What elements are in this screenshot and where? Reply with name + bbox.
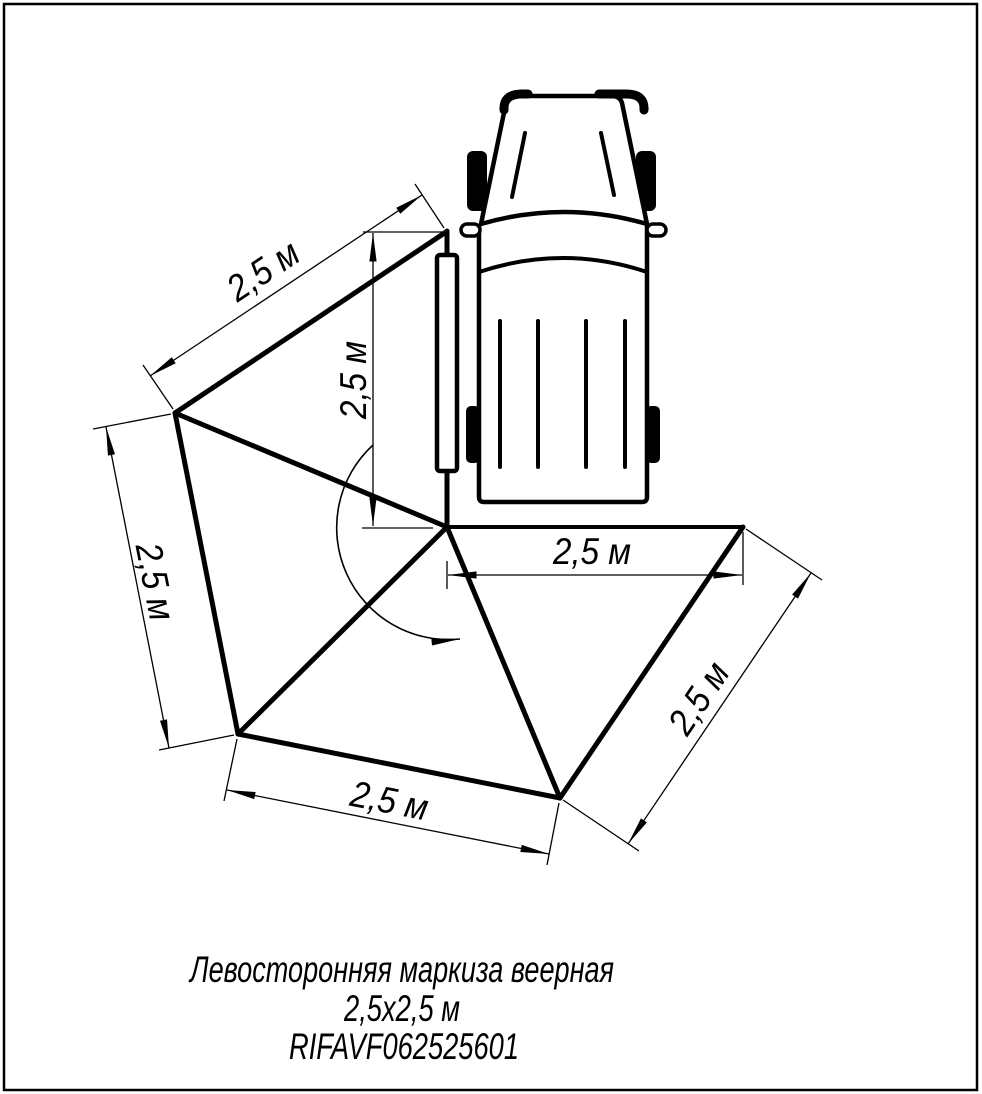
extension-line: [143, 365, 173, 409]
dimension-bottom-edge: [224, 739, 559, 865]
dimension-line: [150, 195, 422, 376]
fan-rib-lower-left: [238, 527, 447, 734]
dimension-label-housing-length: 2,5 м: [333, 331, 374, 419]
housing-case: [437, 255, 457, 471]
caption-size: 2,5х2,5 м: [343, 988, 460, 1029]
caption-block: [189, 949, 615, 1067]
fan-rib-upper-left: [175, 413, 447, 527]
dimension-label-bottom-edge: 2,5 м: [347, 773, 441, 831]
cabin-outline: [481, 96, 647, 224]
rotation-direction-arrow: [337, 445, 460, 640]
fan-edge-left: [175, 413, 238, 734]
dimension-line: [628, 573, 811, 844]
dimension-left-edge: [93, 414, 234, 750]
extension-line: [563, 800, 639, 851]
dimension-label-right-edge: 2,5 м: [659, 646, 743, 742]
vehicle-top-view: [461, 94, 666, 502]
extension-line: [93, 414, 171, 429]
awning-housing: [437, 231, 457, 528]
dimension-label-top-edge: 2,5 м: [219, 226, 315, 310]
dimension-label-left-edge: 2,5 м: [127, 539, 185, 633]
dimension-right-span: [447, 531, 743, 589]
caption-title: Левосторонняя маркиза веерная: [188, 949, 615, 990]
side-hook-left: [461, 224, 480, 236]
dimension-right-edge: [563, 529, 822, 851]
extension-line: [746, 529, 822, 580]
extension-line: [159, 735, 234, 750]
side-hook-right: [647, 224, 666, 236]
extension-line: [415, 184, 444, 228]
fan-rib-lower-right: [447, 527, 560, 798]
dimension-label-right-span: 2,5 м: [552, 531, 631, 572]
fan-edge-top: [175, 226, 446, 413]
dimension-top-edge: [143, 184, 444, 409]
caption-sku: RIFAVF062525601: [289, 1026, 519, 1067]
extension-line: [547, 803, 559, 865]
